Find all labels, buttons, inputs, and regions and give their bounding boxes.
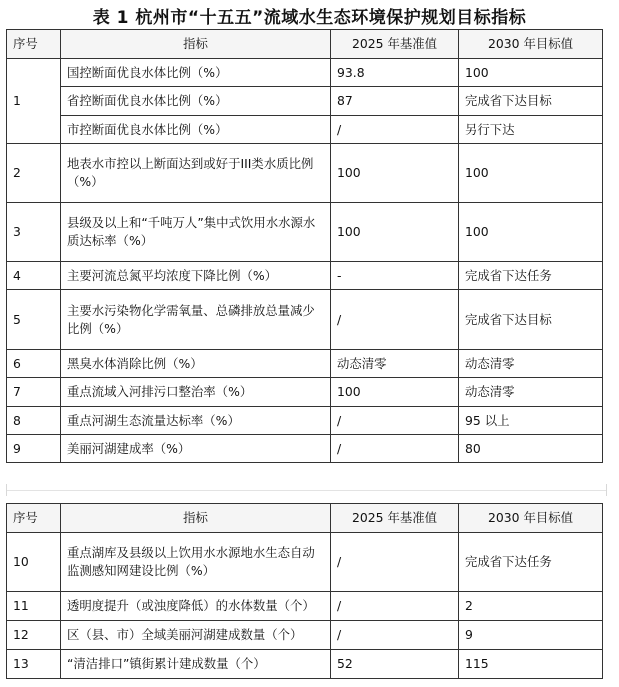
- indicator-cell: 重点湖库及县级以上饮用水水源地水生态自动监测感知网建设比例（%）: [61, 533, 331, 592]
- indicator-cell: 主要水污染物化学需氧量、总磷排放总量减少比例（%）: [61, 290, 331, 350]
- target-cell: 80: [459, 435, 603, 463]
- seq-cell: 8: [7, 407, 61, 435]
- seq-cell: 1: [7, 59, 61, 144]
- base-cell: /: [331, 592, 459, 621]
- table-row: [7, 621, 603, 650]
- seq-cell: 11: [7, 592, 61, 621]
- base-cell: 100: [331, 203, 459, 262]
- table-row: [7, 533, 603, 592]
- base-cell: 100: [331, 378, 459, 407]
- base-cell: /: [331, 290, 459, 350]
- table-row: [7, 407, 603, 435]
- indicator-cell: 透明度提升（或浊度降低）的水体数量（个）: [61, 592, 331, 621]
- indicator-cell: 县级及以上和“千吨万人”集中式饮用水水源水质达标率（%）: [61, 203, 331, 262]
- header-indicator: 指标: [61, 30, 331, 59]
- header-seq: 序号: [7, 504, 61, 533]
- base-cell: /: [331, 116, 459, 144]
- seq-cell: 12: [7, 621, 61, 650]
- indicator-cell: 黑臭水体消除比例（%）: [61, 350, 331, 378]
- table-row: [7, 116, 603, 144]
- seq-cell: 2: [7, 144, 61, 203]
- indicator-cell: 美丽河湖建成率（%）: [61, 435, 331, 463]
- target-cell: 完成省下达任务: [459, 262, 603, 290]
- base-cell: -: [331, 262, 459, 290]
- table-row: [7, 144, 603, 203]
- base-cell: 动态清零: [331, 350, 459, 378]
- base-cell: /: [331, 407, 459, 435]
- target-cell: 95 以上: [459, 407, 603, 435]
- header-indicator: 指标: [61, 504, 331, 533]
- indicator-cell: 区（县、市）全域美丽河湖建成数量（个）: [61, 621, 331, 650]
- header-base-2025: 2025 年基准值: [331, 504, 459, 533]
- table-row: [7, 59, 603, 87]
- target-cell: 动态清零: [459, 350, 603, 378]
- table-title: 表 1 杭州市“十五五”流域水生态环境保护规划目标指标: [92, 8, 527, 28]
- base-cell: 87: [331, 87, 459, 116]
- table-row: [7, 203, 603, 262]
- seq-cell: 3: [7, 203, 61, 262]
- seq-cell: 6: [7, 350, 61, 378]
- target-cell: 另行下达: [459, 116, 603, 144]
- header-target-2030: 2030 年目标值: [459, 504, 603, 533]
- target-cell: 完成省下达目标: [459, 87, 603, 116]
- seq-cell: 4: [7, 262, 61, 290]
- table-header-row: [7, 504, 603, 533]
- indicator-cell: “清洁排口”镇街累计建成数量（个）: [61, 650, 331, 679]
- target-cell: 动态清零: [459, 378, 603, 407]
- seq-cell: 13: [7, 650, 61, 679]
- indicator-cell: 国控断面优良水体比例（%）: [61, 59, 331, 87]
- page-break-mark-right: [606, 484, 607, 496]
- table-row: [7, 262, 603, 290]
- target-cell: 100: [459, 144, 603, 203]
- header-target-2030: 2030 年目标值: [459, 30, 603, 59]
- indicator-cell: 地表水市控以上断面达到或好于III类水质比例（%）: [61, 144, 331, 203]
- indicator-cell: 重点河湖生态流量达标率（%）: [61, 407, 331, 435]
- base-cell: /: [331, 621, 459, 650]
- table-row: [7, 350, 603, 378]
- seq-cell: 5: [7, 290, 61, 350]
- base-cell: 52: [331, 650, 459, 679]
- base-cell: 93.8: [331, 59, 459, 87]
- header-base-2025: 2025 年基准值: [331, 30, 459, 59]
- table-row: [7, 435, 603, 463]
- indicator-cell: 市控断面优良水体比例（%）: [61, 116, 331, 144]
- target-cell: 100: [459, 203, 603, 262]
- target-cell: 115: [459, 650, 603, 679]
- target-cell: 9: [459, 621, 603, 650]
- target-cell: 完成省下达目标: [459, 290, 603, 350]
- indicator-cell: 省控断面优良水体比例（%）: [61, 87, 331, 116]
- table-row: [7, 650, 603, 679]
- seq-cell: 7: [7, 378, 61, 407]
- base-cell: /: [331, 533, 459, 592]
- target-cell: 完成省下达任务: [459, 533, 603, 592]
- indicator-table-part-1: [6, 29, 603, 463]
- seq-cell: 10: [7, 533, 61, 592]
- base-cell: 100: [331, 144, 459, 203]
- table-row: [7, 592, 603, 621]
- indicator-cell: 重点流域入河排污口整治率（%）: [61, 378, 331, 407]
- table-row: [7, 290, 603, 350]
- table-row: [7, 87, 603, 116]
- table-header-row: [7, 30, 603, 59]
- header-seq: 序号: [7, 30, 61, 59]
- page-break-mark-left: [6, 484, 7, 496]
- seq-cell: 9: [7, 435, 61, 463]
- target-cell: 100: [459, 59, 603, 87]
- indicator-table-part-2: [6, 503, 603, 679]
- table-row: [7, 378, 603, 407]
- page-break-divider: [6, 490, 606, 491]
- indicator-cell: 主要河流总氮平均浓度下降比例（%）: [61, 262, 331, 290]
- base-cell: /: [331, 435, 459, 463]
- target-cell: 2: [459, 592, 603, 621]
